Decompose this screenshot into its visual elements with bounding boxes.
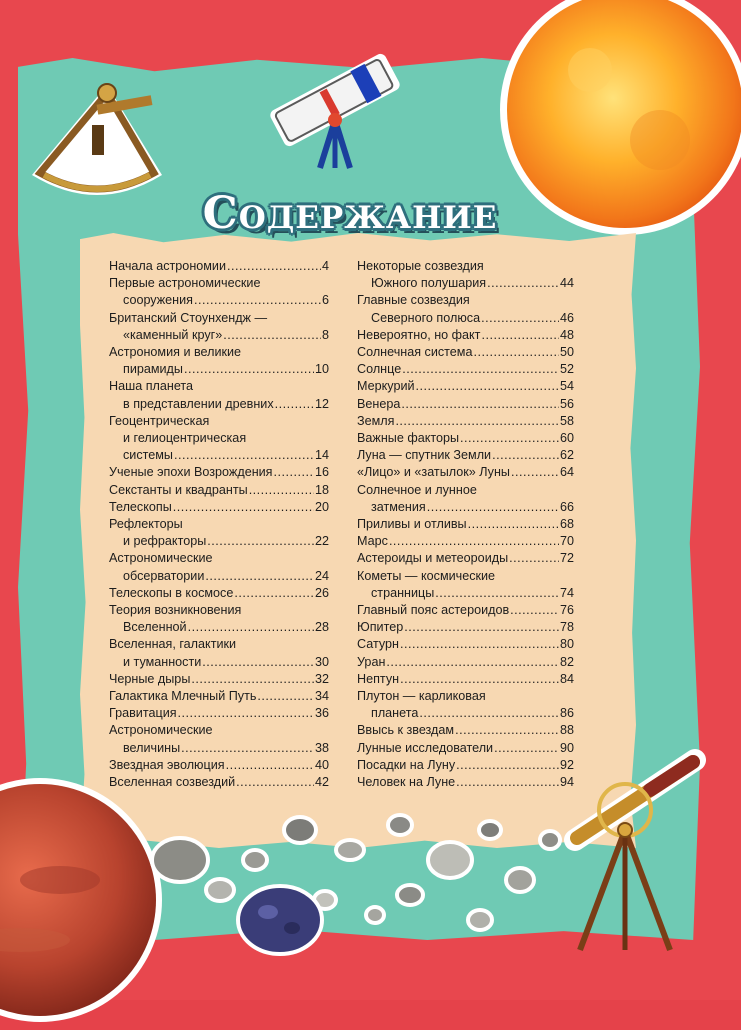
toc-entry-line <box>109 396 329 413</box>
toc-page-number: 38 <box>314 740 329 755</box>
mars-icon <box>0 770 160 1030</box>
toc-entry-line <box>109 292 329 309</box>
toc-entry-title: Гравитация <box>109 706 177 721</box>
toc-entry[interactable] <box>357 344 574 361</box>
toc-leader-dots <box>207 533 314 550</box>
toc-page-number: 8 <box>321 327 329 342</box>
toc-leader-dots <box>389 533 559 550</box>
toc-entry-line <box>109 602 329 619</box>
toc-entry-line <box>109 327 329 344</box>
toc-leader-dots <box>223 327 321 344</box>
toc-entry-line <box>357 430 574 447</box>
toc-entry-line <box>357 447 574 464</box>
toc-entry-line <box>109 447 329 464</box>
toc-entry-line <box>109 722 329 739</box>
toc-entry-title: планета <box>371 706 419 721</box>
brass-telescope-icon <box>555 750 705 960</box>
toc-leader-dots <box>181 740 314 757</box>
toc-entry-title: Рефлекторы <box>109 517 183 532</box>
toc-page-number: 78 <box>559 620 574 635</box>
toc-entry[interactable] <box>109 671 329 688</box>
toc-entry-title: Марс <box>357 534 388 549</box>
toc-leader-dots <box>455 722 559 739</box>
toc-entry-line <box>109 533 329 550</box>
toc-page-number: 92 <box>559 757 574 772</box>
toc-page-number: 84 <box>559 671 574 686</box>
toc-page-number: 18 <box>314 482 329 497</box>
toc-page-number: 62 <box>559 448 574 463</box>
toc-entry[interactable] <box>109 688 329 705</box>
toc-entry-title: Вселенная созвездий <box>109 775 236 790</box>
toc-entry[interactable] <box>109 413 329 465</box>
toc-entry-title: Солнечная система <box>357 345 473 360</box>
toc-entry-title: Меркурий <box>357 379 415 394</box>
toc-entry-title: и туманности <box>123 654 202 669</box>
toc-entry[interactable] <box>357 654 574 671</box>
toc-leader-dots <box>191 671 314 688</box>
toc-leader-dots <box>227 258 321 275</box>
toc-page-number: 66 <box>559 499 574 514</box>
toc-leader-dots <box>460 430 559 447</box>
toc-column-right <box>357 258 574 791</box>
toc-page-number: 30 <box>314 654 329 669</box>
toc-entry-line <box>357 774 574 791</box>
toc-page-number: 26 <box>314 585 329 600</box>
toc-entry-line <box>109 654 329 671</box>
toc-entry-title: Лунные исследователи <box>357 740 494 755</box>
toc-entry-line <box>357 585 574 602</box>
toc-entry[interactable] <box>109 722 329 756</box>
toc-entry[interactable] <box>357 258 574 292</box>
toc-page-number: 40 <box>314 757 329 772</box>
toc-entry-line <box>357 327 574 344</box>
asteroid-belt-icon <box>150 800 580 955</box>
toc-leader-dots <box>456 774 559 791</box>
toc-entry-title: Луна — спутник Земли <box>357 448 492 463</box>
toc-page-number: 34 <box>314 689 329 704</box>
toc-leader-dots <box>194 292 321 309</box>
toc-leader-dots <box>188 619 314 636</box>
toc-entry-line <box>357 464 574 481</box>
toc-entry[interactable] <box>109 585 329 602</box>
toc-page-number: 76 <box>559 603 574 618</box>
toc-page-number: 24 <box>314 568 329 583</box>
toc-entry-title: Приливы и отливы <box>357 517 467 532</box>
toc-entry[interactable] <box>357 533 574 550</box>
toc-entry[interactable] <box>357 292 574 326</box>
toc-entry-title: странницы <box>371 585 435 600</box>
toc-page-number: 46 <box>559 310 574 325</box>
toc-leader-dots <box>395 413 559 430</box>
toc-entry-title: Солнечное и лунное <box>357 482 477 497</box>
toc-entry-line <box>109 636 329 653</box>
sextant-icon <box>12 65 172 220</box>
toc-entry[interactable] <box>357 757 574 774</box>
toc-leader-dots <box>236 774 314 791</box>
toc-entry-title: Секстанты и квадранты <box>109 482 248 497</box>
toc-entry-title: пирамиды <box>123 362 183 377</box>
toc-entry[interactable] <box>357 464 574 481</box>
toc-entry-title: системы <box>123 448 173 463</box>
toc-entry-line <box>109 516 329 533</box>
toc-entry[interactable] <box>357 671 574 688</box>
toc-leader-dots <box>481 310 559 327</box>
toc-leader-dots <box>202 654 314 671</box>
toc-entry[interactable] <box>357 482 574 516</box>
toc-entry-line <box>357 292 574 309</box>
toc-entry-line <box>357 396 574 413</box>
toc-leader-dots <box>174 447 314 464</box>
toc-leader-dots <box>487 275 559 292</box>
toc-entry-title: Астероиды и метеороиды <box>357 551 509 566</box>
toc-entry-title: Главный пояс астероидов <box>357 603 510 618</box>
toc-entry[interactable] <box>109 344 329 378</box>
toc-entry-line <box>109 378 329 395</box>
toc-entry-title: Венера <box>357 396 401 411</box>
toc-entry-line <box>109 413 329 430</box>
toc-entry-title: Сатурн <box>357 637 399 652</box>
toc-entry-line <box>357 602 574 619</box>
toc-entry-line <box>357 722 574 739</box>
toc-entry-line <box>109 430 329 447</box>
toc-entry-line <box>357 654 574 671</box>
toc-entry[interactable] <box>357 619 574 636</box>
toc-entry-title: «каменный круг» <box>123 327 223 342</box>
toc-entry-line <box>109 344 329 361</box>
toc-leader-dots <box>419 705 559 722</box>
toc-entry[interactable] <box>357 774 574 791</box>
toc-entry-line <box>357 361 574 378</box>
toc-entry-line <box>109 258 329 275</box>
toc-page-number: 64 <box>559 465 574 480</box>
toc-entry[interactable] <box>357 740 574 757</box>
toc-entry-line <box>109 705 329 722</box>
toc-entry[interactable] <box>109 464 329 481</box>
toc-entry-line <box>357 636 574 653</box>
toc-entry-line <box>357 499 574 516</box>
toc-entry[interactable] <box>109 499 329 516</box>
toc-entry[interactable] <box>109 378 329 412</box>
toc-entry[interactable] <box>357 447 574 464</box>
toc-leader-dots <box>481 327 559 344</box>
toc-entry-title: «Лицо» и «затылок» Луны <box>357 465 510 480</box>
toc-entry-line <box>357 705 574 722</box>
toc-entry-line <box>109 568 329 585</box>
toc-entry-title: и гелиоцентрическая <box>123 431 247 446</box>
sun-icon <box>500 0 741 250</box>
toc-entry-title: Ученые эпохи Возрождения <box>109 465 273 480</box>
toc-entry[interactable] <box>109 550 329 584</box>
toc-page-number: 32 <box>314 671 329 686</box>
toc-leader-dots <box>435 585 559 602</box>
toc-leader-dots <box>404 619 559 636</box>
toc-page-number: 90 <box>559 740 574 755</box>
toc-entry-title: Земля <box>357 413 395 428</box>
toc-entry-line <box>109 499 329 516</box>
toc-page-number: 6 <box>321 293 329 308</box>
toc-entry-title: Некоторые созвездия <box>357 259 484 273</box>
toc-entry-title: Посадки на Луну <box>357 757 456 772</box>
toc-leader-dots <box>226 757 314 774</box>
toc-leader-dots <box>492 447 559 464</box>
toc-entry-line <box>357 344 574 361</box>
toc-entry-title: Галактика Млечный Путь <box>109 689 257 704</box>
toc-entry[interactable] <box>109 482 329 499</box>
toc-leader-dots <box>510 602 559 619</box>
toc-entry-title: Кометы — космические <box>357 568 496 583</box>
toc-entry-title: Астрономические <box>109 723 213 738</box>
toc-entry-line <box>357 482 574 499</box>
telescope-icon <box>250 40 410 175</box>
toc-entry-title: величины <box>123 740 181 755</box>
toc-entry[interactable] <box>357 361 574 378</box>
toc-leader-dots <box>401 396 559 413</box>
toc-entry-title: Солнце <box>357 362 402 377</box>
toc-entry-line <box>357 757 574 774</box>
toc-leader-dots <box>234 585 314 602</box>
toc-entry[interactable] <box>357 722 574 739</box>
toc-leader-dots <box>184 361 314 378</box>
toc-page-number: 68 <box>559 517 574 532</box>
toc-entry[interactable] <box>357 602 574 619</box>
toc-entry-line <box>357 671 574 688</box>
toc-page-number: 88 <box>559 723 574 738</box>
toc-page-number: 16 <box>314 465 329 480</box>
toc-entry-line <box>357 378 574 395</box>
toc-entry-line <box>109 275 329 292</box>
toc-page-number: 28 <box>314 620 329 635</box>
toc-entry-title: Астрономия и великие <box>109 345 242 360</box>
toc-entry[interactable] <box>109 310 329 344</box>
toc-entry-line <box>357 275 574 292</box>
toc-page-number: 44 <box>559 276 574 291</box>
toc-leader-dots <box>509 550 559 567</box>
toc-entry-title: Уран <box>357 654 386 669</box>
toc-entry[interactable] <box>109 258 329 275</box>
toc-entry-title: сооружения <box>123 293 193 308</box>
toc-page-number: 22 <box>314 534 329 549</box>
toc-leader-dots <box>416 378 559 395</box>
toc-leader-dots <box>494 740 559 757</box>
toc-entry[interactable] <box>109 516 329 550</box>
toc-leader-dots <box>178 705 314 722</box>
toc-page-number: 42 <box>314 775 329 790</box>
toc-entry-line <box>357 740 574 757</box>
page-title: Содержание <box>202 188 498 239</box>
toc-entry-title: Звездная эволюция <box>109 757 225 772</box>
toc-entry-title: Невероятно, но факт <box>357 327 481 342</box>
toc-page-number: 54 <box>559 379 574 394</box>
toc-entry[interactable] <box>357 413 574 430</box>
toc-page-number: 82 <box>559 654 574 669</box>
toc-entry-title: Северного полюса <box>371 310 481 325</box>
toc-entry-line <box>357 516 574 533</box>
toc-leader-dots <box>274 464 314 481</box>
toc-column-left <box>109 258 329 791</box>
toc-entry[interactable] <box>109 636 329 670</box>
toc-page-number: 10 <box>314 362 329 377</box>
toc-entry-line <box>357 568 574 585</box>
toc-entry-title: Важные факторы <box>357 431 460 446</box>
toc-leader-dots <box>402 361 559 378</box>
toc-leader-dots <box>427 499 559 516</box>
toc-entry-line <box>109 585 329 602</box>
toc-leader-dots <box>173 499 314 516</box>
toc-leader-dots <box>205 568 314 585</box>
toc-entry-title: Плутон — карликовая <box>357 689 486 704</box>
toc-entry[interactable] <box>109 705 329 722</box>
toc-entry-title: Вселенной <box>123 620 187 635</box>
toc-page-number: 50 <box>559 345 574 360</box>
toc-leader-dots <box>473 344 559 361</box>
toc-entry[interactable] <box>357 516 574 533</box>
toc-entry-line <box>109 619 329 636</box>
toc-page-number: 94 <box>559 775 574 790</box>
toc-entry-title: Телескопы в космосе <box>109 585 234 600</box>
toc-entry[interactable] <box>357 430 574 447</box>
toc-entry-title: Вселенная, галактики <box>109 637 237 652</box>
toc-entry[interactable] <box>357 396 574 413</box>
toc-page-number: 80 <box>559 637 574 652</box>
toc-entry-title: Британский Стоунхендж — <box>109 310 268 325</box>
toc-leader-dots <box>511 464 559 481</box>
toc-leader-dots <box>386 654 559 671</box>
toc-page-number: 70 <box>559 534 574 549</box>
toc-entry-title: Телескопы <box>109 499 172 514</box>
toc-entry-line <box>357 619 574 636</box>
toc-entry[interactable] <box>357 550 574 567</box>
toc-entry-title: Теория возникновения <box>109 603 242 618</box>
toc-page-number: 4 <box>321 259 329 273</box>
toc-page-number: 20 <box>314 499 329 514</box>
toc-entry-title: Ввысь к звездам <box>357 723 455 738</box>
toc-entry-title: в представлении древних <box>123 396 274 411</box>
toc-entry[interactable] <box>357 378 574 395</box>
toc-entry-line <box>357 310 574 327</box>
toc-page-number: 36 <box>314 706 329 721</box>
toc-page-number: 14 <box>314 448 329 463</box>
toc-entry[interactable] <box>357 688 574 722</box>
toc-entry-title: затмения <box>371 499 426 514</box>
toc-page-number: 60 <box>559 431 574 446</box>
toc-entry-title: Южного полушария <box>371 276 487 291</box>
toc-page-number: 58 <box>559 413 574 428</box>
toc-entry-line <box>109 310 329 327</box>
toc-leader-dots <box>400 671 559 688</box>
toc-entry-title: обсерватории <box>123 568 205 583</box>
toc-leader-dots <box>468 516 559 533</box>
toc-page-number: 12 <box>314 396 329 411</box>
toc-entry[interactable] <box>109 602 329 636</box>
toc-entry-line <box>357 258 574 275</box>
toc-entry-title: Нептун <box>357 671 400 686</box>
toc-page-number: 74 <box>559 585 574 600</box>
toc-entry-title: Человек на Луне <box>357 775 456 790</box>
toc-entry-title: Астрономические <box>109 551 213 566</box>
toc-entry-title: Первые астрономические <box>109 276 261 291</box>
toc-leader-dots <box>257 688 314 705</box>
toc-leader-dots <box>249 482 314 499</box>
toc-page-number: 48 <box>559 327 574 342</box>
toc-entry-line <box>109 671 329 688</box>
toc-entry-title: Юпитер <box>357 620 404 635</box>
toc-entry-title: Главные созвездия <box>357 293 470 308</box>
toc-leader-dots <box>400 636 559 653</box>
toc-entry-line <box>109 740 329 757</box>
toc-entry-title: Черные дыры <box>109 671 191 686</box>
toc-page-number: 56 <box>559 396 574 411</box>
toc-entry-title: Наша планета <box>109 379 194 394</box>
toc-entry-line <box>357 688 574 705</box>
toc-entry-line <box>109 550 329 567</box>
toc-entry-line <box>109 688 329 705</box>
toc-entry-line <box>357 550 574 567</box>
toc-entry-line <box>109 464 329 481</box>
toc-entry-line <box>109 482 329 499</box>
toc-leader-dots <box>456 757 559 774</box>
toc-leader-dots <box>275 396 314 413</box>
toc-entry[interactable] <box>109 275 329 309</box>
toc-entry[interactable] <box>357 327 574 344</box>
toc-entry-line <box>109 361 329 378</box>
toc-entry[interactable] <box>357 568 574 602</box>
toc-entry-line <box>357 533 574 550</box>
toc-page-number: 86 <box>559 706 574 721</box>
toc-entry-line <box>357 413 574 430</box>
toc-entry-title: Геоцентрическая <box>109 413 210 428</box>
toc-entry-title: Начала астрономии <box>109 259 227 273</box>
toc-page-number: 52 <box>559 362 574 377</box>
toc-entry-title: и рефракторы <box>123 534 207 549</box>
toc-page-number: 72 <box>559 551 574 566</box>
toc-entry[interactable] <box>357 636 574 653</box>
